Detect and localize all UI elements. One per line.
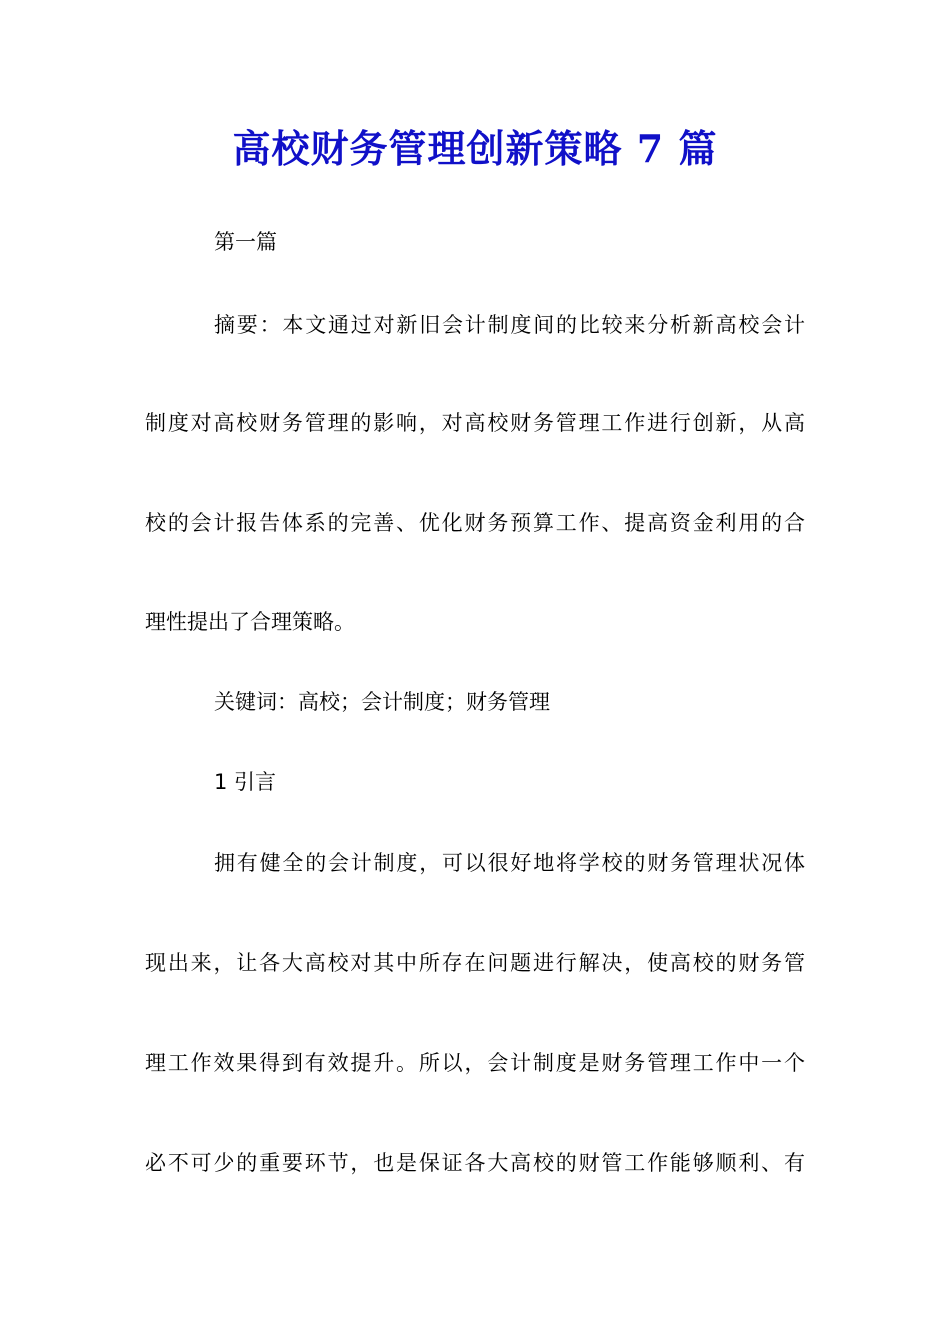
section-heading-first: 第一篇 <box>214 230 277 254</box>
intro-line-1: 拥有健全的会计制度，可以很好地将学校的财务管理状况体 <box>214 851 805 875</box>
intro-line-4: 必不可少的重要环节，也是保证各大高校的财管工作能够顺利、有 <box>145 1151 805 1175</box>
abstract-line-2: 制度对高校财务管理的影响，对高校财务管理工作进行创新，从高 <box>145 411 805 435</box>
section-heading-introduction: 1 引言 <box>214 770 277 794</box>
abstract-line-3: 校的会计报告体系的完善、优化财务预算工作、提高资金利用的合 <box>145 511 805 535</box>
document-title: 高校财务管理创新策略 7 篇 <box>232 126 718 171</box>
abstract-line-4: 理性提出了合理策略。 <box>145 610 355 634</box>
intro-line-3: 理工作效果得到有效提升。所以，会计制度是财务管理工作中一个 <box>145 1051 805 1075</box>
intro-line-2: 现出来，让各大高校对其中所存在问题进行解决，使高校的财务管 <box>145 951 805 975</box>
abstract-line-1: 摘要：本文通过对新旧会计制度间的比较来分析新高校会计 <box>214 313 805 337</box>
keywords-line: 关键词：高校；会计制度；财务管理 <box>214 690 550 714</box>
